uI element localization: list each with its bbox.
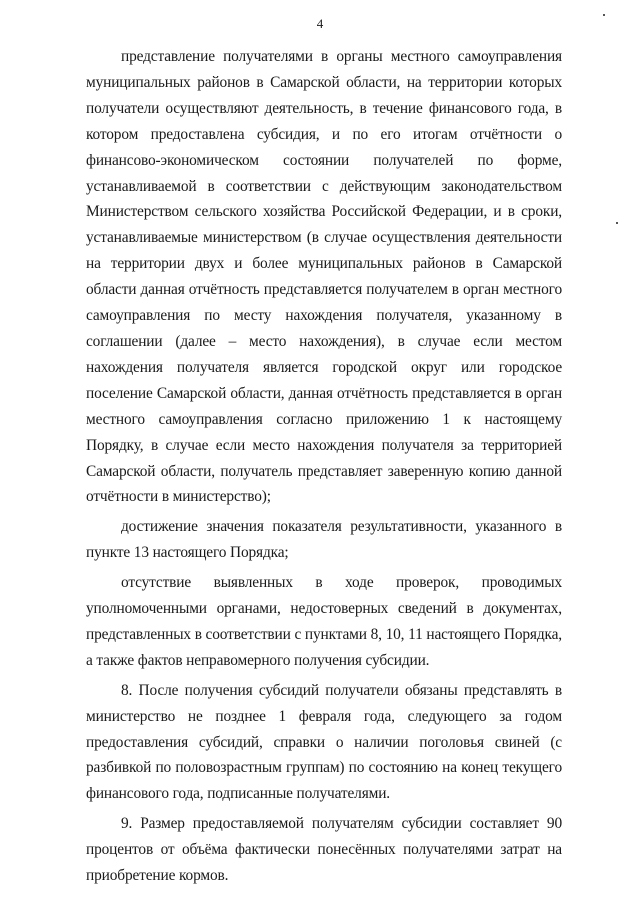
paragraph-reporting-requirement: представление получателями в органы местного самоуправления муниципальных районов в Самарской области, на территории которых получатели осуществляют деятельность, в течение финансового года, в котором предоставлена субсидия, и по его итогам отчётности о финансово-экономическом состоянии получателей по форме, устанавливаемой в соответствии с действующим законодательством Министерством сельского хозяйства Российской Федерации, и в сроки, устанавливаемые министерством (в случае осуществления деятельности на территории двух и более муниципальных районов в Самарской области данная отчётность представляется получателем в орган местного самоуправления по месту нахождения получателя, указанному в соглашении (далее – место нахождения), в случае если местом нахождения получателя является городской округ или городское поселение Самарской области, данная отчётность представляется в орган местного самоуправления согласно приложению 1 к настоящему Порядку, в случае если место нахождения получателя за территорией Самарской области, получатель представляет заверенную копию данной отчётности в министерство); (86, 48, 562, 506)
paragraph-performance-indicator: достижение значения показателя результативности, указанного в пункте 13 настоящего Порядка; (86, 518, 562, 562)
page-number: 4 (316, 16, 324, 31)
paragraph-section-8: 8. После получения субсидий получатели обязаны представлять в министерство не позднее 1 февраля года, следующего за годом предоставления субсидий, справки о наличии поголовья свиней (с разбивкой по половозрастным группам) по состоянию на конец текущего финансового года, подписанные получателями. (86, 681, 562, 803)
paragraph-section-9: 9. Размер предоставляемой получателям субсидии составляет 90 процентов от объёма фактически понесённых получателями затрат на приобретение кормов. (86, 815, 562, 885)
document-body (86, 44, 562, 889)
scan-artifact-mark (603, 14, 605, 16)
paragraph-no-violations: отсутствие выявленных в ходе проверок, проводимых уполномоченными органами, недостоверных сведений в документах, представленных в соответствии с пунктами 8, 10, 11 настоящего Порядка, а также фактов неправомерного получения субсидии. (86, 574, 562, 669)
scan-artifact-mark (616, 222, 618, 224)
